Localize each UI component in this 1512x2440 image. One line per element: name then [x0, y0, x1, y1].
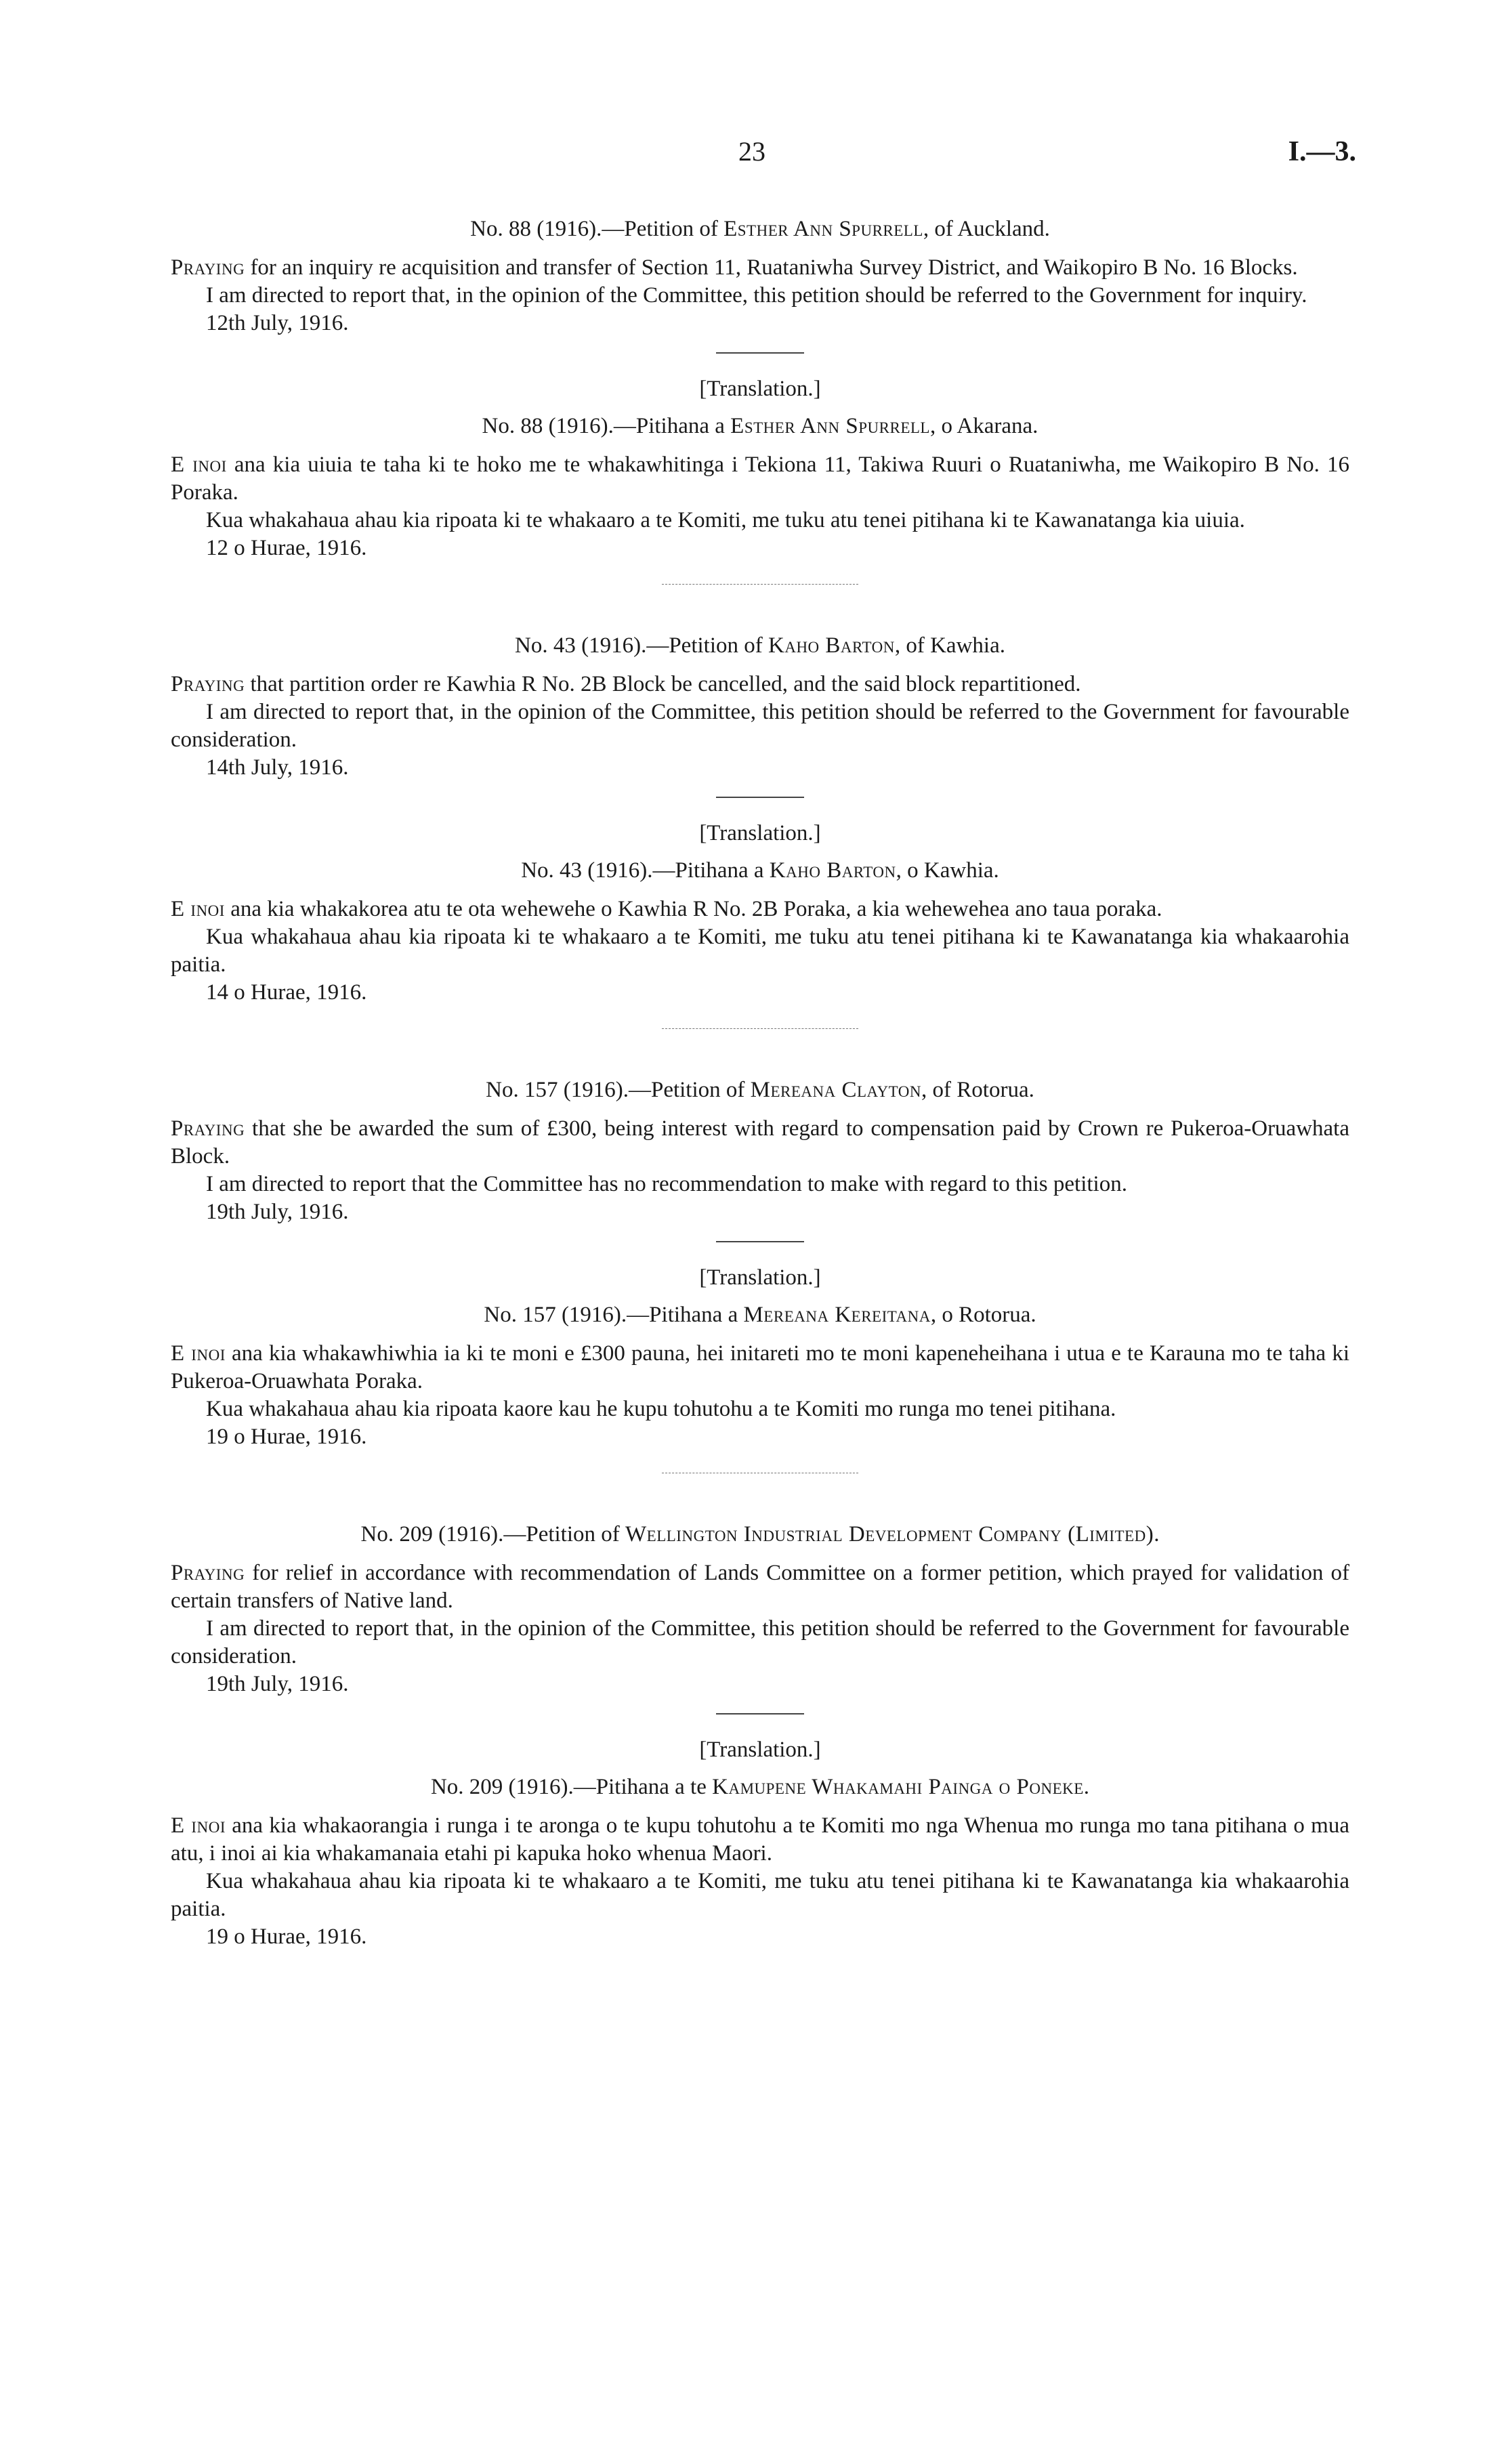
report-date: 19 o Hurae, 1916.: [206, 1924, 367, 1949]
translation-label: [Translation.]: [699, 377, 821, 401]
report-date: 19 o Hurae, 1916.: [206, 1425, 367, 1449]
committee-report: I am directed to report that the Committee has no recommendation to make with regard to this petition.: [206, 1172, 1127, 1196]
section-divider: [716, 352, 804, 354]
report-date: 19th July, 1916.: [206, 1672, 349, 1696]
petitioner-name: Esther Ann Spurrell: [723, 217, 923, 241]
petition-title: No. 209 (1916).—Petition of Wellington Industrial Development Company (Limited).: [360, 1522, 1160, 1547]
petitioner-name: Mereana Clayton: [750, 1078, 922, 1102]
petition-88-english: [171, 215, 1349, 354]
section-divider: [716, 1713, 804, 1715]
page-header: [0, 135, 1512, 176]
petitioner-name: Kamupene Whakamahi Painga o Poneke: [712, 1775, 1084, 1799]
petition-43-translation: [171, 820, 1349, 1029]
translation-label: [Translation.]: [699, 821, 821, 845]
report-date: 12 o Hurae, 1916.: [206, 536, 367, 560]
petition-prayer: E inoi ana kia uiuia te taha ki te hoko me te whakawhitinga i Tekiona 11, Takiwa Ruuri o Ruataniwha, me Waikopiro B No. 16 Poraka.: [171, 453, 1349, 505]
petition-prayer: Praying that partition order re Kawhia R No. 2B Block be cancelled, and the said block repartitioned.: [171, 672, 1081, 696]
petition-prayer: E inoi ana kia whakaorangia i runga i te aronga o te kupu tohutohu a te Komiti mo nga Whenua mo runga mo tana pitihana o mua atu, i inoi ai kia whakamanaia etahi pi kapuka hoko whenua Maori.: [171, 1813, 1349, 1866]
petitioner-name: Wellington Industrial Development Company (Limited): [625, 1522, 1154, 1547]
committee-report: Kua whakahaua ahau kia ripoata kaore kau he kupu tohutohu a te Komiti mo runga mo tenei pitihana.: [206, 1397, 1116, 1421]
translation-label: [Translation.]: [699, 1738, 821, 1762]
document-reference: I.—3.: [1288, 136, 1356, 167]
spacer: [171, 1473, 1349, 1521]
committee-report: I am directed to report that, in the opinion of the Committee, this petition should be referred to the Government for favourable consideration.: [171, 700, 1349, 752]
petition-209-english: [171, 1521, 1349, 1715]
petition-title: No. 88 (1916).—Pitihana a Esther Ann Spurrell, o Akarana.: [482, 414, 1038, 438]
petition-prayer: E inoi ana kia whakakorea atu te ota wehewehe o Kawhia R No. 2B Poraka, a kia wehewehea ano taua poraka.: [171, 897, 1162, 921]
petition-prayer: E inoi ana kia whakawhiwhia ia ki te moni e £300 pauna, hei initareti mo te moni kapeneheihana i utua e te Karauna mo te taha ki Pukeroa-Oruawhata Poraka.: [171, 1341, 1350, 1393]
page-number: 23: [738, 136, 765, 167]
section-divider: [716, 797, 804, 798]
petition-prayer: Praying for an inquiry re acquisition and transfer of Section 11, Ruataniwha Survey District, and Waikopiro B No. 16 Blocks.: [171, 255, 1298, 280]
petition-title: No. 157 (1916).—Pitihana a Mereana Kereitana, o Rotorua.: [484, 1303, 1036, 1327]
petitioner-name: Esther Ann Spurrell: [730, 414, 930, 438]
petition-157-translation: [171, 1264, 1349, 1473]
petition-prayer: Praying that she be awarded the sum of £300, being interest with regard to compensation paid by Crown re Pukeroa-Oruawhata Block.: [171, 1116, 1349, 1169]
petition-title: No. 43 (1916).—Petition of Kaho Barton, of Kawhia.: [515, 633, 1005, 658]
committee-report: Kua whakahaua ahau kia ripoata ki te whakaaro a te Komiti, me tuku atu tenei pitihana ki te Kawanatanga kia uiuia.: [206, 508, 1245, 532]
report-date: 12th July, 1916.: [206, 311, 349, 335]
petition-209-translation: [171, 1736, 1349, 1951]
petition-43-english: [171, 632, 1349, 798]
section-divider: [716, 1241, 804, 1242]
translation-label: [Translation.]: [699, 1265, 821, 1290]
petition-157-english: [171, 1076, 1349, 1242]
petition-title: No. 209 (1916).—Pitihana a te Kamupene Whakamahi Painga o Poneke.: [430, 1775, 1090, 1799]
petitioner-name: Kaho Barton: [769, 858, 896, 883]
petitioner-name: Mereana Kereitana: [743, 1303, 931, 1327]
petitioner-name: Kaho Barton: [768, 633, 895, 658]
petition-title: No. 88 (1916).—Petition of Esther Ann Spurrell, of Auckland.: [470, 217, 1050, 241]
spacer: [171, 585, 1349, 632]
petition-88-translation: [171, 375, 1349, 585]
petition-title: No. 43 (1916).—Pitihana a Kaho Barton, o Kawhia.: [521, 858, 999, 883]
document-body: [171, 215, 1349, 1951]
petition-title: No. 157 (1916).—Petition of Mereana Clayton, of Rotorua.: [486, 1078, 1034, 1102]
petition-prayer: Praying for relief in accordance with recommendation of Lands Committee on a former petition, which prayed for validation of certain transfers of Native land.: [171, 1561, 1349, 1613]
committee-report: I am directed to report that, in the opinion of the Committee, this petition should be referred to the Government for favourable consideration.: [171, 1616, 1349, 1668]
report-date: 19th July, 1916.: [206, 1200, 349, 1224]
committee-report: I am directed to report that, in the opinion of the Committee, this petition should be referred to the Government for inquiry.: [206, 283, 1307, 308]
report-date: 14th July, 1916.: [206, 755, 349, 780]
report-date: 14 o Hurae, 1916.: [206, 980, 367, 1005]
spacer: [171, 1029, 1349, 1076]
committee-report: Kua whakahaua ahau kia ripoata ki te whakaaro a te Komiti, me tuku atu tenei pitihana ki te Kawanatanga kia whakaarohia paitia.: [171, 925, 1349, 977]
committee-report: Kua whakahaua ahau kia ripoata ki te whakaaro a te Komiti, me tuku atu tenei pitihana ki te Kawanatanga kia whakaarohia paitia.: [171, 1869, 1349, 1921]
